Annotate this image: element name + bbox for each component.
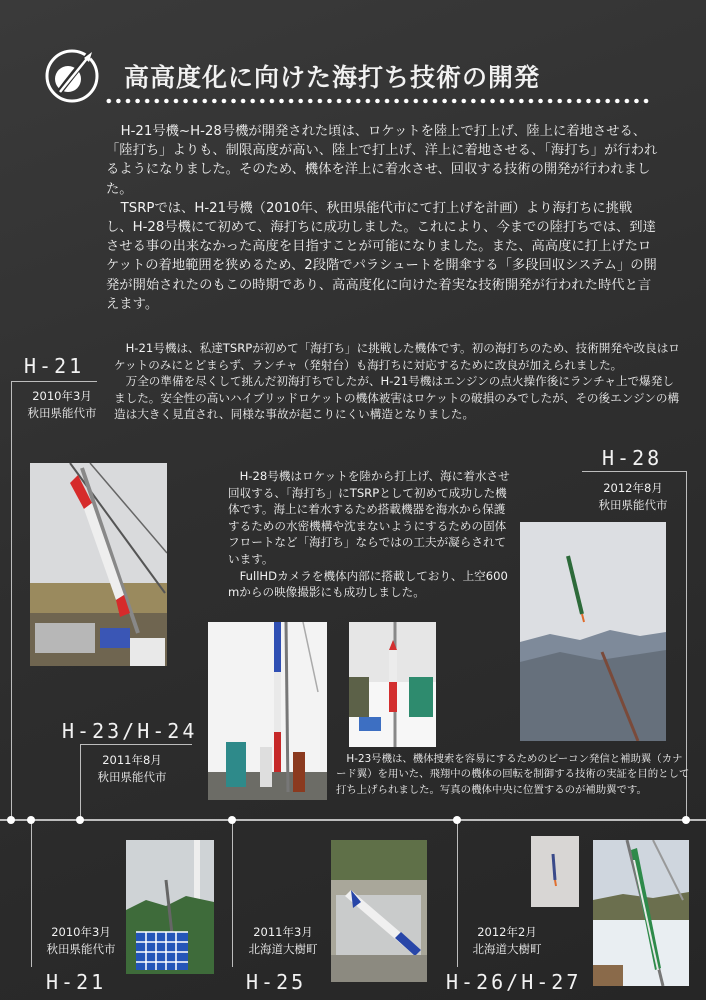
bottom-h26-name: H-26/H-27: [446, 970, 582, 994]
h28-connector-h: [582, 471, 686, 472]
h23-connector-h: [80, 744, 192, 745]
timeline-dot-h26: [453, 816, 461, 824]
bottom-h26-info: [462, 924, 552, 958]
intro-paragraph-2: TSRPでは、H-21号機（2010年、秋田県能代市にて打上げを計画）より海打ちに挑戦し、H-28号機にて初めて、海打ちに成功しました。これにより、今までの陸打ちでは、到達させる事の出来なかった高度を目指すことが可能になりました。また、高高度に打上げたロケットの着地範囲を狭めるため、2段階でパラシュートを開傘する「多段回収システム」の開発が開始されたのもこの時期であり、高高度化に向けた着実な技術開発が行われた時代と言えます。: [106, 200, 657, 312]
h25-photo: [331, 840, 427, 982]
h21-top-paragraph-1: H-21号機は、私達TSRPが初めて「海打ち」に挑戦した機体です。初の海打ちのため、技術開発や改良はロケットのみにとどまらず、ランチャ（発射台）も海打ちに対応するために改良が加えられました。: [114, 341, 680, 372]
h21-top-place: 秋田県能代市: [27, 406, 97, 420]
h21-top-info: [14, 388, 110, 422]
h24-launch-photo: [349, 622, 436, 747]
h23-24-info: [82, 752, 182, 786]
title-underline-dots: [104, 98, 652, 104]
h21-top-connector-v: [11, 381, 12, 819]
bottom-h26-date: 2012年2月: [477, 925, 537, 939]
bottom-h21-name: H-21: [46, 970, 107, 994]
bottom-h26-connector-v: [457, 821, 458, 967]
bottom-h21-date: 2010年3月: [51, 925, 111, 939]
h28-place: 秋田県能代市: [598, 498, 668, 512]
bottom-h26-place: 北海道大樹町: [472, 942, 542, 956]
h26-flight-photo: [531, 836, 579, 907]
timeline-dot-h21-bottom: [27, 816, 35, 824]
h23-description: [336, 752, 692, 798]
h21-top-paragraph-2: 万全の準備を尽くして挑んだ初海打ちでしたが、H-21号機はエンジンの点火操作後にランチャ上で爆発しました。安全性の高いハイブリッドロケットの機体被害はロケットの破損のみでしたが、その後エンジンの構造は大きく見直され、同様な事故が起こりにくい構造となりました。: [114, 374, 680, 422]
h23-24-date: 2011年8月: [102, 753, 162, 767]
bottom-h21-connector-v: [31, 821, 32, 967]
h21-launch-photo: [30, 463, 167, 666]
h21-top-connector-h: [11, 381, 97, 382]
h23-paragraph-1: H-23号機は、機体捜索を容易にするためのビーコン発信と補助翼（カナード翼）を用いた、飛翔中の機体の回転を制御する技術の実証を目的として打ち上げられました。写真の機体中央に位置するのが補助翼です。: [336, 753, 690, 796]
h21-top-description: [114, 340, 680, 423]
bottom-h25-date: 2011年3月: [253, 925, 313, 939]
bottom-h21-info: [36, 924, 126, 958]
bottom-h25-place: 北海道大樹町: [248, 942, 318, 956]
h28-flight-photo: [520, 522, 666, 741]
h23-24-name: H-23/H-24: [62, 719, 198, 743]
h28-description: [228, 468, 514, 601]
intro-paragraph-1: H-21号機~H-28号機が開発された頃は、ロケットを陸上で打上げ、陸上に着地させる、「陸打ち」よりも、制限高度が高い、陸上で打上げ、洋上に着地させる、「海打ち」が行われるようになりました。そのため、機体を洋上に着水させ、回収する技術の開発が行われました。: [106, 124, 658, 197]
h23-launch-photo: [208, 622, 327, 800]
timeline-dot-h21-top: [7, 816, 15, 824]
h21-top-date: 2010年3月: [32, 389, 92, 403]
timeline-dot-h25: [228, 816, 236, 824]
bottom-h25-name: H-25: [246, 970, 307, 994]
h23-connector-v: [80, 744, 81, 819]
h28-name: H-28: [602, 446, 663, 470]
intro-text: [106, 122, 658, 314]
tsrp-rocket-logo-icon: [44, 48, 100, 104]
h28-paragraph-2: FullHDカメラを機体内部に搭載しており、上空600 mからの映像撮影にも成功しました。: [228, 568, 508, 600]
page-title: 高高度化に向けた海打ち技術の開発: [124, 63, 541, 92]
h21-bottom-photo: [126, 840, 214, 974]
h23-24-place: 秋田県能代市: [97, 770, 167, 784]
h28-date: 2012年8月: [603, 481, 663, 495]
h21-top-name: H-21: [24, 354, 85, 378]
h28-paragraph-1: H-28号機はロケットを陸から打上げ、海に着水させ回収する、「海打ち」にTSRPとして初めて成功した機体です。海上に着水するため搭載機器を海水から保護するための水密機構や沈まないようにするための固体フロートなど「海打ち」ならではの工夫が凝らされています。: [228, 469, 510, 566]
bottom-h21-place: 秋田県能代市: [46, 942, 116, 956]
h28-info: [583, 480, 683, 514]
timeline-dot-h28: [682, 816, 690, 824]
bottom-h25-connector-v: [232, 821, 233, 967]
bottom-h25-info: [238, 924, 328, 958]
timeline-main-line: [0, 819, 706, 821]
h27-launch-photo: [593, 840, 689, 986]
timeline-dot-h23: [76, 816, 84, 824]
